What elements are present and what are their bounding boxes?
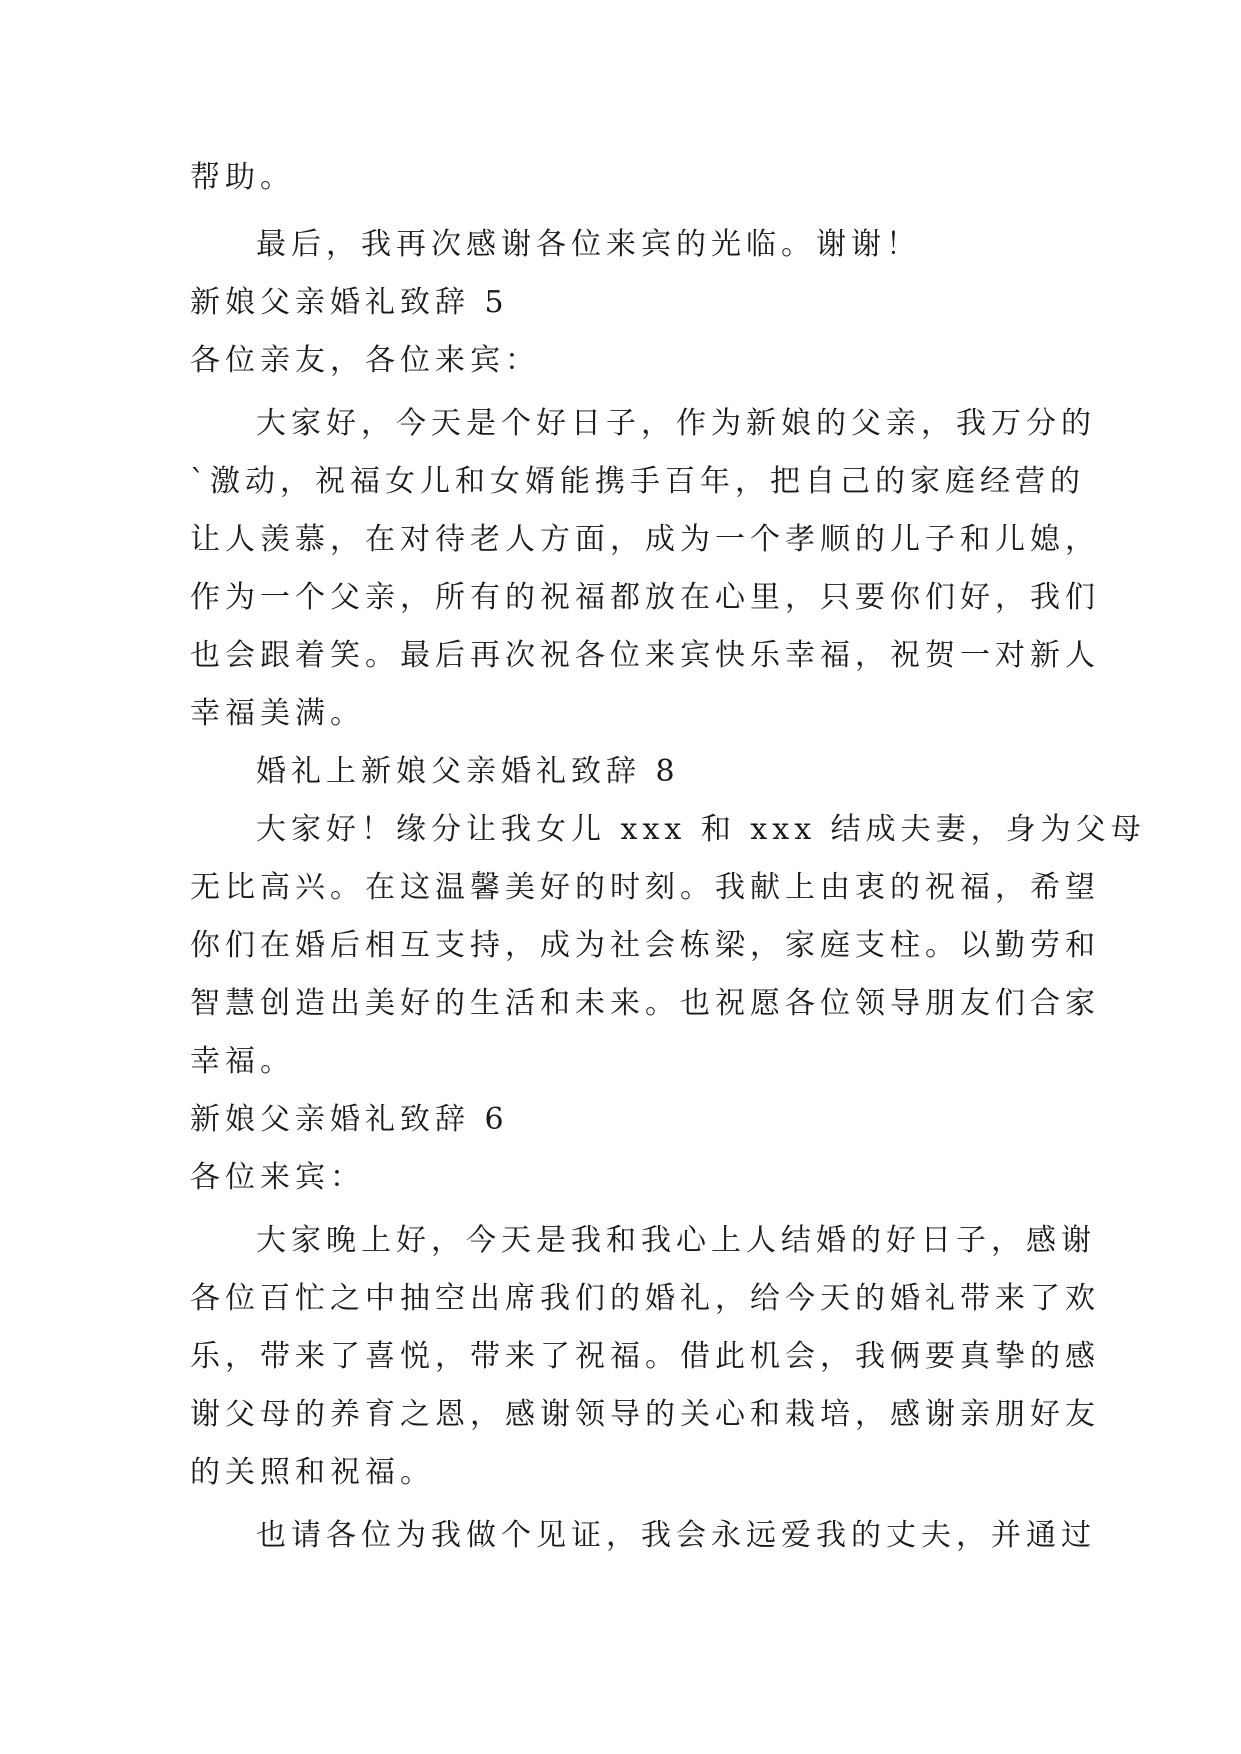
section-heading: 新娘父亲婚礼致辞 6: [190, 1102, 509, 1137]
text-line: 各位百忙之中抽空出席我们的婚礼，给今天的婚礼带来了欢: [190, 1281, 1100, 1316]
text-line: 让人羡慕，在对待老人方面，成为一个孝顺的儿子和儿媳，: [190, 522, 1100, 557]
text-line: 大家好，今天是个好日子，作为新娘的父亲，我万分的: [256, 406, 1096, 441]
text-line: 乐，带来了喜悦，带来了祝福。借此机会，我俩要真挚的感: [190, 1339, 1100, 1374]
salutation: 各位亲友，各位来宾：: [190, 343, 540, 378]
text-line: 无比高兴。在这温馨美好的时刻。我献上由衷的祝福，希望: [190, 870, 1100, 905]
section-heading: 新娘父亲婚礼致辞 5: [190, 285, 509, 320]
text-line: 幸福美满。: [190, 696, 365, 731]
text-line: 最后，我再次感谢各位来宾的光临。谢谢！: [256, 227, 921, 262]
text-line: 谢父母的养育之恩，感谢领导的关心和栽培，感谢亲朋好友: [190, 1397, 1100, 1432]
text-line: 智慧创造出美好的生活和未来。也祝愿各位领导朋友们合家: [190, 986, 1100, 1021]
text-line: 帮助。: [190, 160, 295, 195]
section-heading: 婚礼上新娘父亲婚礼致辞 8: [256, 754, 680, 789]
text-line: 你们在婚后相互支持，成为社会栋梁，家庭支柱。以勤劳和: [190, 928, 1100, 963]
text-line: 的关照和祝福。: [190, 1455, 435, 1490]
text-line: `激动，祝福女儿和女婿能携手百年，把自己的家庭经营的: [190, 464, 1085, 499]
text-line: 大家好！缘分让我女儿 xxx 和 xxx 结成夫妻，身为父母: [256, 812, 1146, 847]
text-line: 也会跟着笑。最后再次祝各位来宾快乐幸福，祝贺一对新人: [190, 638, 1100, 673]
text-line: 幸福。: [190, 1044, 295, 1079]
text-line: 作为一个父亲，所有的祝福都放在心里，只要你们好，我们: [190, 580, 1100, 615]
salutation: 各位来宾：: [190, 1160, 365, 1195]
text-line: 也请各位为我做个见证，我会永远爱我的丈夫，并通过: [256, 1518, 1096, 1553]
text-line: 大家晚上好，今天是我和我心上人结婚的好日子，感谢: [256, 1223, 1096, 1258]
